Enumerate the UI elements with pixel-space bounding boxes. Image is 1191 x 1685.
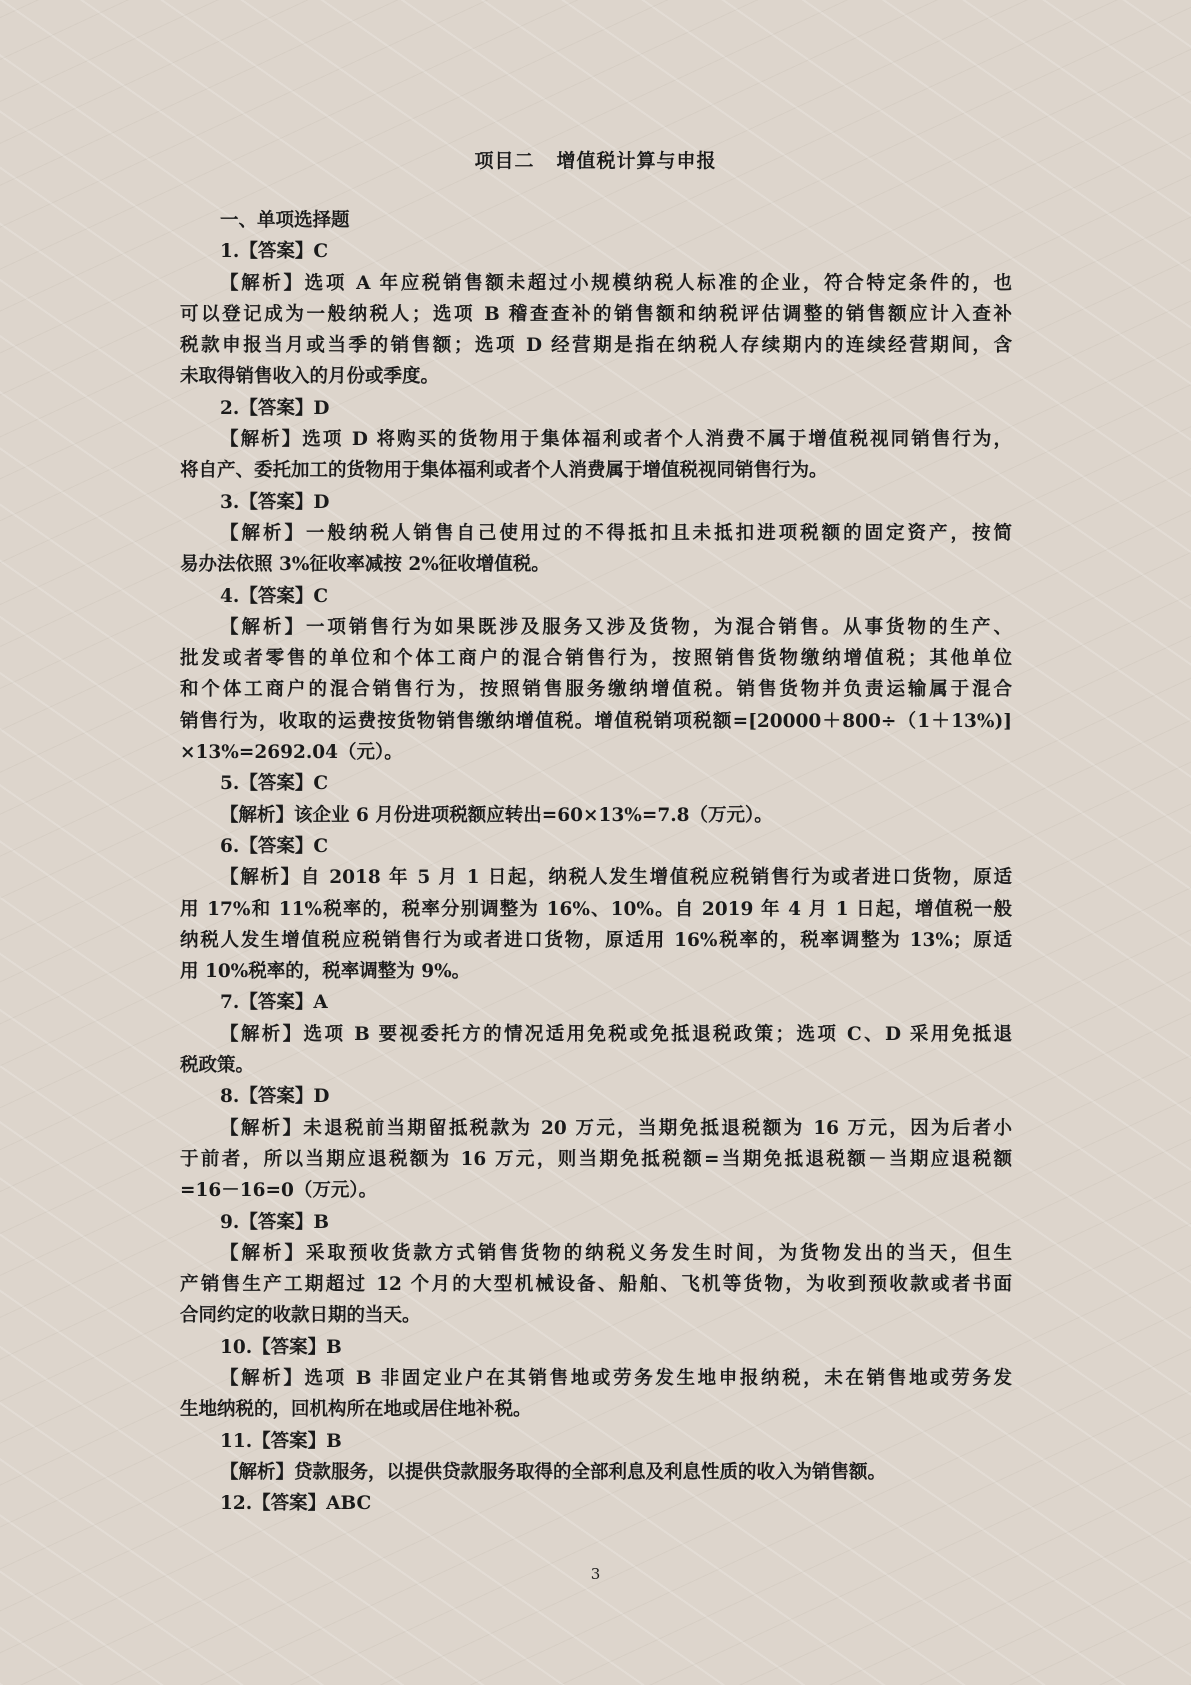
answer-line: 3.【答案】D	[220, 491, 330, 513]
page-number: 3	[590, 1565, 601, 1583]
explanation-line: 将自产、委托加工的货物用于集体福利或者个人消费属于增值税视同销售行为。	[180, 460, 828, 482]
project-label: 项目二	[474, 150, 535, 172]
answer-line: 1.【答案】C	[220, 241, 329, 263]
answer-line: 4.【答案】C	[220, 585, 329, 607]
section-heading: 一、单项选择题	[220, 210, 350, 231]
answer-line: 8.【答案】D	[220, 1086, 330, 1108]
answer-line: 7.【答案】A	[220, 992, 328, 1014]
answer-line: 9.【答案】B	[220, 1211, 329, 1233]
answer-line: 10.【答案】B	[220, 1336, 342, 1358]
answer-content	[180, 205, 1012, 1519]
explanation-line: 销售行为，收取的运费按货物销售缴纳增值税。增值税销项税额=[20000＋800÷（1＋13%)]	[180, 710, 1012, 732]
explanation-line: =16－16=0（万元）。	[180, 1180, 378, 1202]
explanation-line: 【解析】一项销售行为如果既涉及服务又涉及货物，为混合销售。从事货物的生产、	[220, 616, 1012, 638]
explanation-line: 【解析】选项 A 年应税销售额未超过小规模纳税人标准的企业，符合特定条件的，也	[220, 272, 1012, 294]
explanation-line: 【解析】自 2018 年 5 月 1 日起，纳税人发生增值税应税销售行为或者进口货物，原适	[220, 867, 1012, 889]
explanation-line: 合同约定的收款日期的当天。	[180, 1305, 421, 1327]
explanation-line: 用 17%和 11%税率的，税率分别调整为 16%、10%。自 2019 年 4 月 1 日起，增值税一般	[180, 898, 1012, 920]
explanation-line: 纳税人发生增值税应税销售行为或者进口货物，原适用 16%税率的，税率调整为 13%；原适	[180, 929, 1012, 951]
project-topic: 增值税计算与申报	[556, 150, 717, 172]
explanation-line: ×13%=2692.04（元）。	[180, 742, 403, 764]
explanation-line: 税政策。	[180, 1055, 255, 1077]
answer-line: 5.【答案】C	[220, 773, 329, 795]
page-title	[0, 146, 1191, 173]
explanation-line: 于前者，所以当期应退税额为 16 万元，则当期免抵税额=当期免抵退税额－当期应退税额	[180, 1148, 1012, 1170]
answer-line: 2.【答案】D	[220, 397, 330, 419]
explanation-line: 生地纳税的，回机构所在地或居住地补税。	[180, 1399, 532, 1421]
explanation-line: 【解析】贷款服务，以提供贷款服务取得的全部利息及利息性质的收入为销售额。	[220, 1461, 887, 1483]
explanation-line: 税款申报当月或当季的销售额；选项 D 经营期是指在纳税人存续期内的连续经营期间，含	[180, 335, 1012, 357]
explanation-line: 【解析】选项 D 将购买的货物用于集体福利或者个人消费不属于增值税视同销售行为，	[220, 429, 1012, 451]
explanation-line: 和个体工商户的混合销售行为，按照销售服务缴纳增值税。销售货物并负责运输属于混合	[180, 679, 1012, 701]
explanation-line: 【解析】未退税前当期留抵税款为 20 万元，当期免抵退税额为 16 万元，因为后者小	[220, 1117, 1012, 1139]
answer-line: 11.【答案】B	[220, 1430, 342, 1452]
explanation-line: 未取得销售收入的月份或季度。	[180, 366, 440, 388]
explanation-line: 用 10%税率的，税率调整为 9%。	[180, 961, 471, 983]
answer-line: 6.【答案】C	[220, 835, 329, 857]
explanation-line: 产销售生产工期超过 12 个月的大型机械设备、船舶、飞机等货物，为收到预收款或者书面	[180, 1274, 1012, 1296]
explanation-line: 易办法依照 3%征收率减按 2%征收增值税。	[180, 554, 550, 576]
explanation-line: 批发或者零售的单位和个体工商户的混合销售行为，按照销售货物缴纳增值税；其他单位	[180, 648, 1012, 670]
explanation-line: 【解析】选项 B 要视委托方的情况适用免税或免抵退税政策；选项 C、D 采用免抵退	[220, 1023, 1012, 1045]
explanation-line: 【解析】该企业 6 月份进项税额应转出=60×13%=7.8（万元）。	[220, 804, 773, 826]
explanation-line: 【解析】采取预收货款方式销售货物的纳税义务发生时间，为货物发出的当天，但生	[220, 1242, 1012, 1264]
explanation-line: 【解析】选项 B 非固定业户在其销售地或劳务发生地申报纳税，未在销售地或劳务发	[220, 1367, 1012, 1389]
answer-line: 12.【答案】ABC	[220, 1493, 372, 1515]
explanation-line: 【解析】一般纳税人销售自己使用过的不得抵扣且未抵扣进项税额的固定资产，按简	[220, 522, 1012, 544]
explanation-line: 可以登记成为一般纳税人；选项 B 稽查查补的销售额和纳税评估调整的销售额应计入查补	[180, 303, 1012, 325]
